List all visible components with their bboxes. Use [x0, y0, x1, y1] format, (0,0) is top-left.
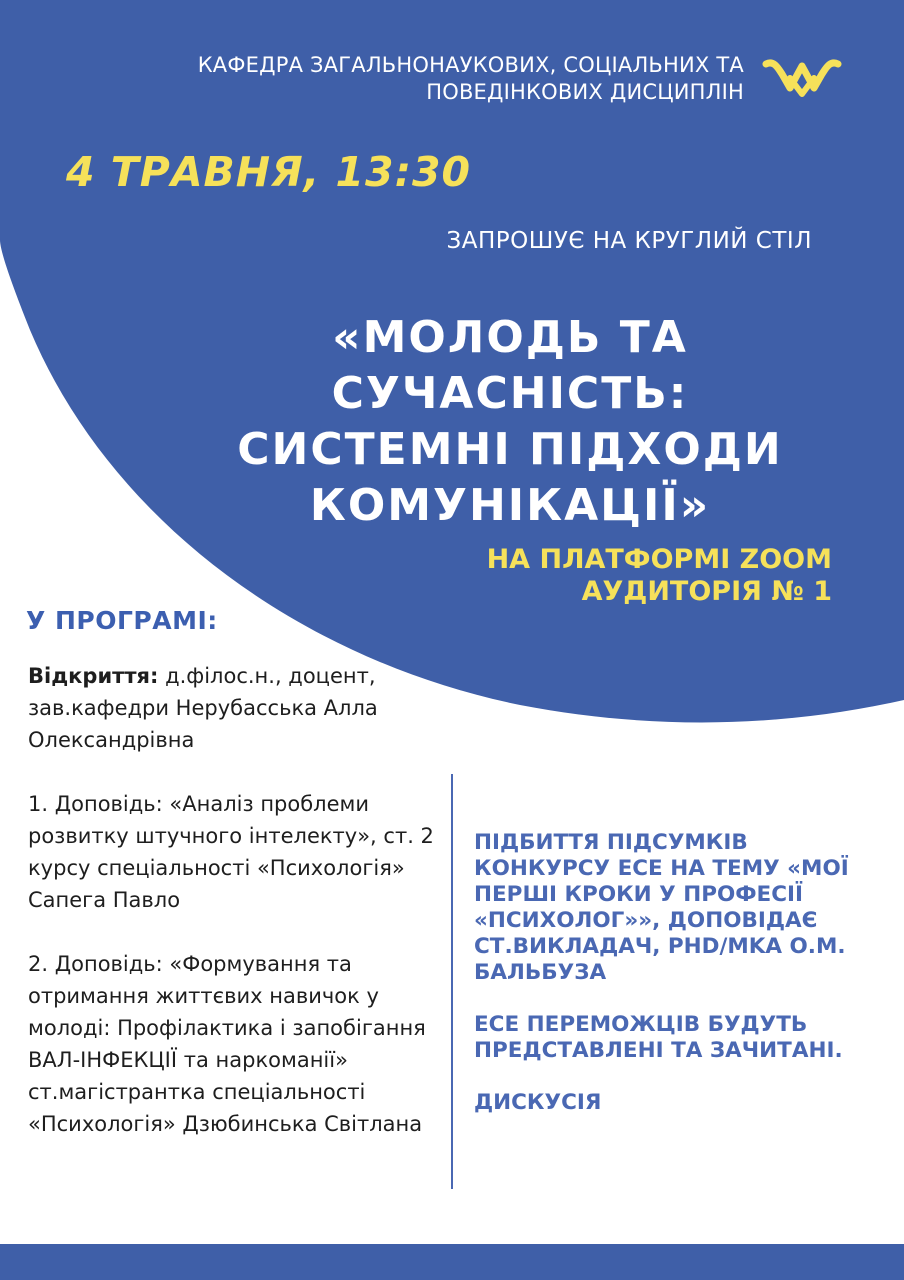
- discussion: ДИСКУСІЯ: [474, 1090, 602, 1115]
- department-line-2: ПОВЕДІНКОВИХ ДИСЦИПЛІН: [426, 80, 744, 104]
- event-title-line-2: СИСТЕМНІ ПІДХОДИ: [237, 424, 783, 475]
- program-report-1: 1. Доповідь: «Аналіз проблеми розвитку штучного інтелекту», ст. 2 курсу спеціальності «Психологія» Сапега Павло: [28, 792, 434, 912]
- event-title: [150, 310, 870, 534]
- event-title-line-3: КОМУНІКАЦІЇ»: [309, 480, 711, 531]
- event-platform: [312, 544, 832, 608]
- program-summary: [474, 830, 884, 1142]
- invite-text: ЗАПРОШУЄ НА КРУГЛИЙ СТІЛ: [446, 228, 812, 254]
- platform-line-1: НА ПЛАТФОРМІ ZOOM: [486, 544, 832, 575]
- event-date-time: 4 ТРАВНЯ, 13:30: [66, 148, 472, 196]
- program-opening: [28, 660, 448, 756]
- department-line-1: КАФЕДРА ЗАГАЛЬНОНАУКОВИХ, СОЦІАЛЬНИХ ТА: [197, 53, 744, 77]
- program-heading: У ПРОГРАМІ:: [26, 606, 218, 635]
- opening-text: д.філос.н., доцент, зав.кафедри Нерубасська Алла Олександрівна: [28, 664, 378, 752]
- wave-chevron-logo-icon: [762, 54, 842, 102]
- contest-summary: ПІДБИТТЯ ПІДСУМКІВ КОНКУРСУ ЕСЕ НА ТЕМУ «МОЇ ПЕРШІ КРОКИ У ПРОФЕСІЇ «ПСИХОЛОГ»», ДОПОВІДАЄ СТ.ВИКЛАДАЧ, PHD/MKA О.М. БАЛЬБУЗА: [474, 830, 849, 985]
- department-name: [44, 52, 744, 106]
- column-divider: [451, 774, 453, 1189]
- program-report-2: 2. Доповідь: «Формування та отримання життєвих навичок у молоді: Профілактика і запобігання ВАЛ-ІНФЕКЦІЇ та наркоманії» ст.магістрантка спеціальності «Психологія» Дзюбинська Світлана: [28, 952, 426, 1136]
- essays-presented: ЕСЕ ПЕРЕМОЖЦІВ БУДУТЬ ПРЕДСТАВЛЕНІ ТА ЗАЧИТАНІ.: [474, 1012, 843, 1063]
- opening-label: Відкриття:: [28, 664, 159, 688]
- footer-bar: [0, 1244, 904, 1280]
- event-title-line-1: «МОЛОДЬ ТА СУЧАСНІСТЬ:: [331, 312, 689, 419]
- platform-line-2: АУДИТОРІЯ № 1: [581, 576, 832, 607]
- program-list: [28, 660, 448, 1172]
